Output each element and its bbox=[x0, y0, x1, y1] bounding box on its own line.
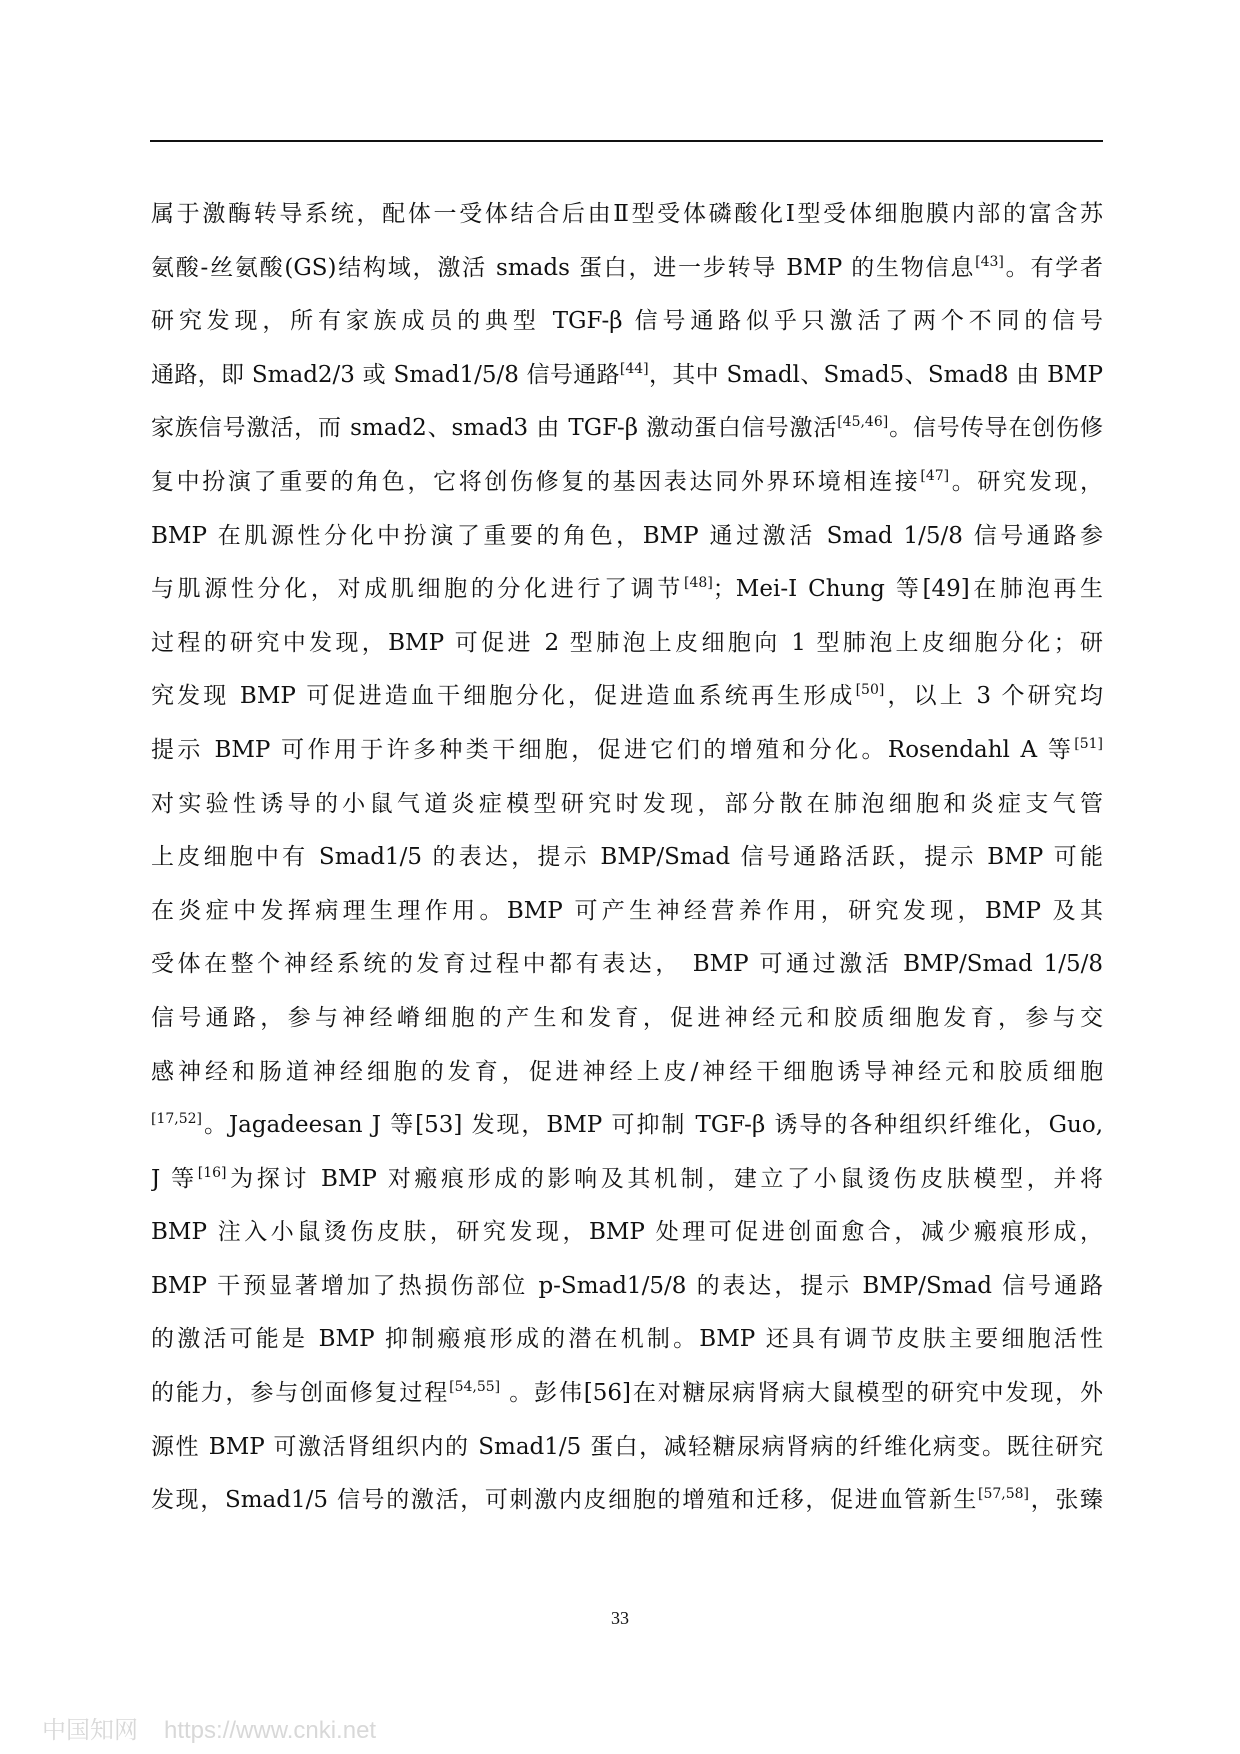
line-text: 发现，Smad1/5 信号的激活，可刺激内皮细胞的增殖和迁移，促进血管新生 bbox=[151, 1487, 979, 1514]
citation-superscript: [44] bbox=[619, 360, 649, 377]
citation-superscript: [57,58] bbox=[978, 1486, 1030, 1503]
line-text: 信号通路，参与神经嵴细胞的产生和发育，促进神经元和胶质细胞发育，参与交 bbox=[151, 1004, 1103, 1031]
citation-superscript: [45,46] bbox=[837, 414, 889, 431]
text-line bbox=[151, 1474, 1103, 1528]
body-paragraph bbox=[151, 188, 1103, 1528]
line-text: 究发现 BMP 可促进造血干细胞分化，促进造血系统再生形成 bbox=[151, 683, 856, 710]
text-line bbox=[151, 242, 1103, 296]
line-tail: ，张臻 bbox=[1029, 1487, 1103, 1514]
text-line bbox=[151, 1313, 1103, 1367]
text-line bbox=[151, 1367, 1103, 1421]
citation-superscript: [43] bbox=[975, 253, 1004, 270]
line-text: J 等 bbox=[151, 1165, 198, 1192]
line-tail: ，以上 3 个研究均 bbox=[884, 683, 1103, 710]
line-text: 研究发现，所有家族成员的典型 TGF-β 信号通路似乎只激活了两个不同的信号 bbox=[151, 308, 1103, 335]
line-text: 属于激酶转导系统，配体一受体结合后由Ⅱ型受体磷酸化Ⅰ型受体细胞膜内部的富含苏 bbox=[151, 201, 1103, 227]
text-line bbox=[151, 1046, 1103, 1100]
header-rule bbox=[150, 140, 1103, 142]
line-tail: 。研究发现， bbox=[949, 468, 1103, 495]
text-line bbox=[151, 510, 1103, 564]
line-tail: 。信号传导在创伤修 bbox=[888, 415, 1103, 442]
text-line bbox=[151, 456, 1103, 510]
text-line bbox=[151, 1260, 1103, 1314]
line-text: 的能力，参与创面修复过程 bbox=[151, 1380, 450, 1407]
citation-superscript: [54,55] bbox=[449, 1379, 501, 1396]
line-text: BMP 在肌源性分化中扮演了重要的角色，BMP 通过激活 Smad 1/5/8 信号通路参 bbox=[151, 522, 1103, 549]
text-line bbox=[151, 617, 1103, 671]
line-text: 与肌源性分化，对成肌细胞的分化进行了调节 bbox=[151, 576, 685, 603]
text-line bbox=[151, 670, 1103, 724]
line-text: 源性 BMP 可激活肾组织内的 Smad1/5 蛋白，减轻糖尿病肾病的纤维化病变。既往研究 bbox=[151, 1433, 1103, 1460]
line-text: 上皮细胞中有 Smad1/5 的表达，提示 BMP/Smad 信号通路活跃，提示 BMP 可能 bbox=[151, 844, 1103, 871]
line-text: 过程的研究中发现，BMP 可促进 2 型肺泡上皮细胞向 1 型肺泡上皮细胞分化；研 bbox=[151, 629, 1103, 656]
cnki-watermark bbox=[42, 1710, 402, 1745]
line-text: 复中扮演了重要的角色，它将创伤修复的基因表达同外界环境相连接 bbox=[151, 468, 921, 495]
line-tail: 为探讨 BMP 对瘢痕形成的影响及其机制，建立了小鼠烫伤皮肤模型，并将 bbox=[226, 1165, 1103, 1192]
citation-superscript: [47] bbox=[920, 467, 950, 484]
line-text: BMP 干预显著增加了热损伤部位 p-Smad1/5/8 的表达，提示 BMP/Smad 信号通路 bbox=[151, 1272, 1103, 1299]
line-tail: 。Jagadeesan J 等[53] 发现，BMP 可抑制 TGF-β 诱导的各种组织纤维化，Guo, bbox=[202, 1112, 1103, 1139]
text-line bbox=[151, 295, 1103, 349]
text-line bbox=[151, 1421, 1103, 1475]
page-number: 33 bbox=[611, 1608, 629, 1628]
citation-superscript: [16] bbox=[197, 1164, 227, 1181]
watermark-brand: 中国知网 bbox=[42, 1717, 138, 1744]
line-text: 的激活可能是 BMP 抑制瘢痕形成的潜在机制。BMP 还具有调节皮肤主要细胞活性 bbox=[151, 1326, 1103, 1353]
line-text: 感神经和肠道神经细胞的发育，促进神经上皮/神经干细胞诱导神经元和胶质细胞 bbox=[151, 1058, 1103, 1085]
text-line bbox=[151, 938, 1103, 992]
text-line bbox=[151, 1206, 1103, 1260]
line-text: 氨酸-丝氨酸(GS)结构域，激活 smads 蛋白，进一步转导 BMP 的生物信息 bbox=[151, 254, 976, 281]
line-tail: ，其中 Smadl、Smad5、Smad8 由 BMP bbox=[648, 361, 1103, 388]
citation-superscript: [51] bbox=[1074, 735, 1103, 752]
citation-superscript: [50] bbox=[855, 682, 885, 699]
text-line bbox=[151, 563, 1103, 617]
watermark-url: https://www.cnki.net bbox=[164, 1717, 377, 1744]
text-line bbox=[151, 724, 1103, 778]
text-line bbox=[151, 831, 1103, 885]
line-text: BMP 注入小鼠烫伤皮肤，研究发现，BMP 处理可促进创面愈合，减少瘢痕形成， bbox=[151, 1219, 1103, 1246]
line-tail: ；Mei-I Chung 等[49]在肺泡再生 bbox=[712, 576, 1103, 603]
text-line bbox=[151, 1099, 1103, 1153]
text-line bbox=[151, 349, 1103, 403]
text-line bbox=[151, 188, 1103, 242]
text-line bbox=[151, 778, 1103, 832]
line-text: 在炎症中发挥病理生理作用。BMP 可产生神经营养作用，研究发现，BMP 及其 bbox=[151, 897, 1103, 924]
line-text: 家族信号激活，而 smad2、smad3 由 TGF-β 激动蛋白信号激活 bbox=[151, 415, 838, 442]
line-tail: 。彭伟[56]在对糖尿病肾病大鼠模型的研究中发现，外 bbox=[500, 1380, 1103, 1407]
line-text: 提示 BMP 可作用于许多种类干细胞，促进它们的增殖和分化。Rosendahl A 等 bbox=[151, 736, 1075, 763]
text-line bbox=[151, 885, 1103, 939]
text-line bbox=[151, 992, 1103, 1046]
line-tail: 。有学者 bbox=[1003, 254, 1103, 281]
text-line bbox=[151, 402, 1103, 456]
line-text: 受体在整个神经系统的发育过程中都有表达， BMP 可通过激活 BMP/Smad 1/5/8 bbox=[151, 951, 1103, 978]
citation-superscript: [17,52] bbox=[151, 1111, 203, 1128]
line-text: 对实验性诱导的小鼠气道炎症模型研究时发现，部分散在肺泡细胞和炎症支气管 bbox=[151, 790, 1103, 817]
text-line bbox=[151, 1153, 1103, 1207]
citation-superscript: [48] bbox=[684, 575, 713, 592]
line-text: 通路，即 Smad2/3 或 Smad1/5/8 信号通路 bbox=[151, 361, 620, 388]
